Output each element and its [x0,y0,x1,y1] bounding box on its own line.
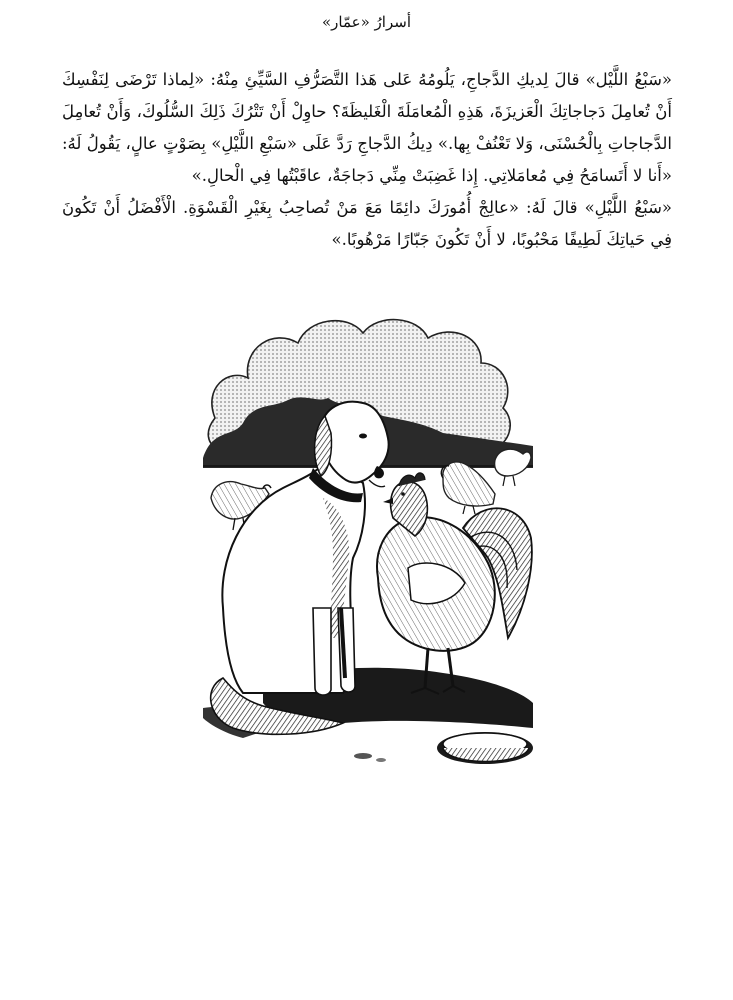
story-paragraph: «سَبْعُ اللَّيْلِ» قالَ لَهُ: «عالِجْ أُمُورَكَ دائِمًا مَعَ مَنْ تُصاحِبُ بِغَيْرِ الْقَسْوَةِ. الْأَفْضَلُ أَنْ تَكُونَ فِي حَياتِكَ لَطِيفًا مَحْبُوبًا، لا أَنْ تَكُونَ جَبّارًا مَرْهُوبًا.» [62,198,672,249]
running-header: أسرارُ «عمّار» [322,13,411,31]
dog-and-rooster-illustration [203,308,533,775]
story-text [62,64,672,256]
water-bowl [437,732,533,764]
story-paragraph: «سَبْعُ اللَّيْل» قالَ لِديكِ الدَّجاجِ، يَلُومُهُ عَلى هَذا التَّصَرُّفِ السَّيِّئِ مِنْهُ: «لِماذا تَرْضَى لِنَفْسِكَ أَنْ تُعامِلَ دَجاجاتِكَ الْعَزيزَةَ، هَذِهِ الْمُعامَلَةَ الْغَليظَةَ؟ حاوِلْ أَنْ تَتْرُكَ ذَلِكَ السُّلُوكَ، وَأَنْ تُعامِلَ الدَّجاجاتِ بِالْحُسْنَى، وَلا تَعْنُفْ بِها.» دِيكُ الدَّجاجِ رَدَّ عَلَى «سَبْعِ اللَّيْلِ» بِصَوْتٍ عالٍ، يَقُولُ لَهُ: «أَنا لا أَتَسامَحُ فِي مُعامَلاتِي. إِذا غَضِبَتْ مِنِّي دَجاجَةٌ، عاقَبْتُها فِي الْحالِ.» [62,70,672,185]
story-illustration [203,308,533,775]
